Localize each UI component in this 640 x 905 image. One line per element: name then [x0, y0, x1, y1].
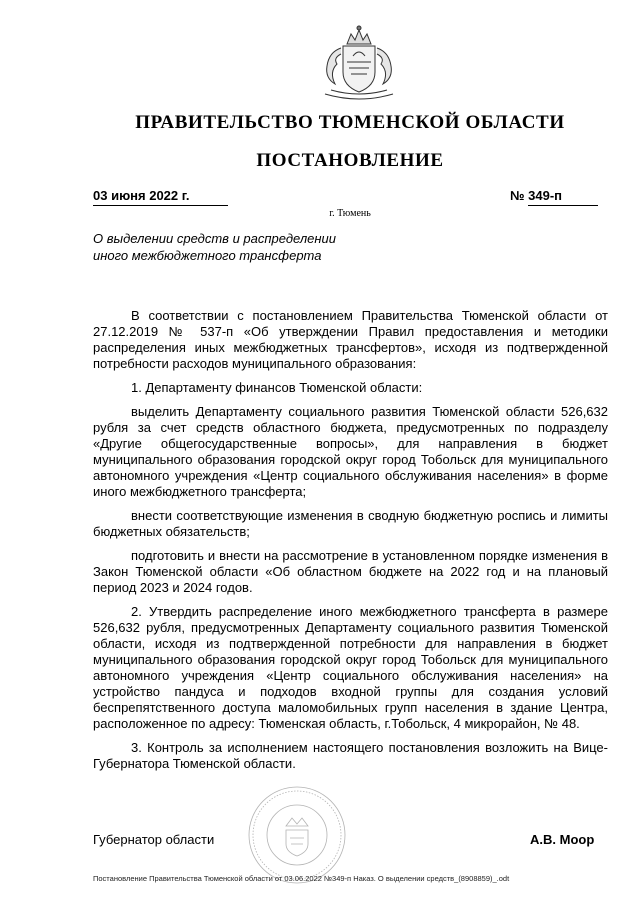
subject-line-2: иного межбюджетного трансферта [93, 248, 322, 263]
subject-line-1: О выделении средств и распределении [93, 231, 337, 246]
number-prefix: № [510, 188, 525, 203]
body-paragraph: внести соответствующие изменения в сводную бюджетную роспись и лимиты бюджетных обязательств; [93, 508, 608, 539]
document-date: 03 июня 2022 г. [93, 188, 228, 206]
body-paragraph: 1. Департаменту финансов Тюменской области: [131, 380, 423, 395]
document-subject [93, 230, 393, 264]
body-paragraph: 3. Контроль за исполнением настоящего постановления возложить на Вице- Губернатора Тюменской области. [93, 740, 608, 771]
document-number [510, 188, 605, 206]
body-paragraph: В соответствии с постановлением Правительства Тюменской области от 27.12.2019 № 537-п «Об утверждении Правил предоставления и методики распределения иных межбюджетных трансфертов», исходя из подтвержденной потребности расходов муниципального образования: [93, 308, 608, 371]
government-title: ПРАВИТЕЛЬСТВО ТЮМЕНСКОЙ ОБЛАСТИ [135, 112, 565, 133]
body-paragraph: подготовить и внести на рассмотрение в установленном порядке изменения в Закон Тюменской области «Об областном бюджете на 2022 год и на плановый период 2023 и 2024 годов. [93, 548, 608, 595]
document-type: ПОСТАНОВЛЕНИЕ [256, 150, 444, 171]
document-body [93, 308, 608, 780]
number-value: 349-п [528, 188, 598, 206]
body-paragraph: выделить Департаменту социального развития Тюменской области 526,632 рубля за счет средств областного бюджета, предусмотренных по подразделу «Другие общегосударственные вопросы», для направления в бюджет муниципального образования городской округ город Тобольск для муниципального автономного учреждения «Центр социального обслуживания населения» в форме иного межбюджетного трансферта; [93, 404, 608, 499]
body-paragraph: 2. Утвердить распределение иного межбюджетного трансферта в размере 526,632 рубля, предусмотренных Департаменту социального развития Тюменской области, исходя из подтвержденной потребности для направления в бюджет муниципального образования городской округ город Тобольск для муниципального автономного учреждения «Центр социального обслуживания населения» на устройство пандуса и подходов входной группы для создания условий беспрепятственного доступа маломобильных групп населения в здание Центра, расположенное по адресу: Тюменская область, г.Тобольск, 4 микрорайон, № 48. [93, 604, 608, 731]
signer-title: Губернатор области [93, 832, 215, 847]
official-seal-icon [246, 784, 348, 886]
tyumen-coat-of-arms-icon [311, 22, 407, 106]
document-footer: Постановление Правительства Тюменской области от 03.06.2022 №349-п Наказ. О выделении средств_(8908859)_.odt [93, 874, 510, 883]
signer-name: А.В. Моор [530, 832, 595, 847]
city-label: г. Тюмень [329, 208, 371, 219]
